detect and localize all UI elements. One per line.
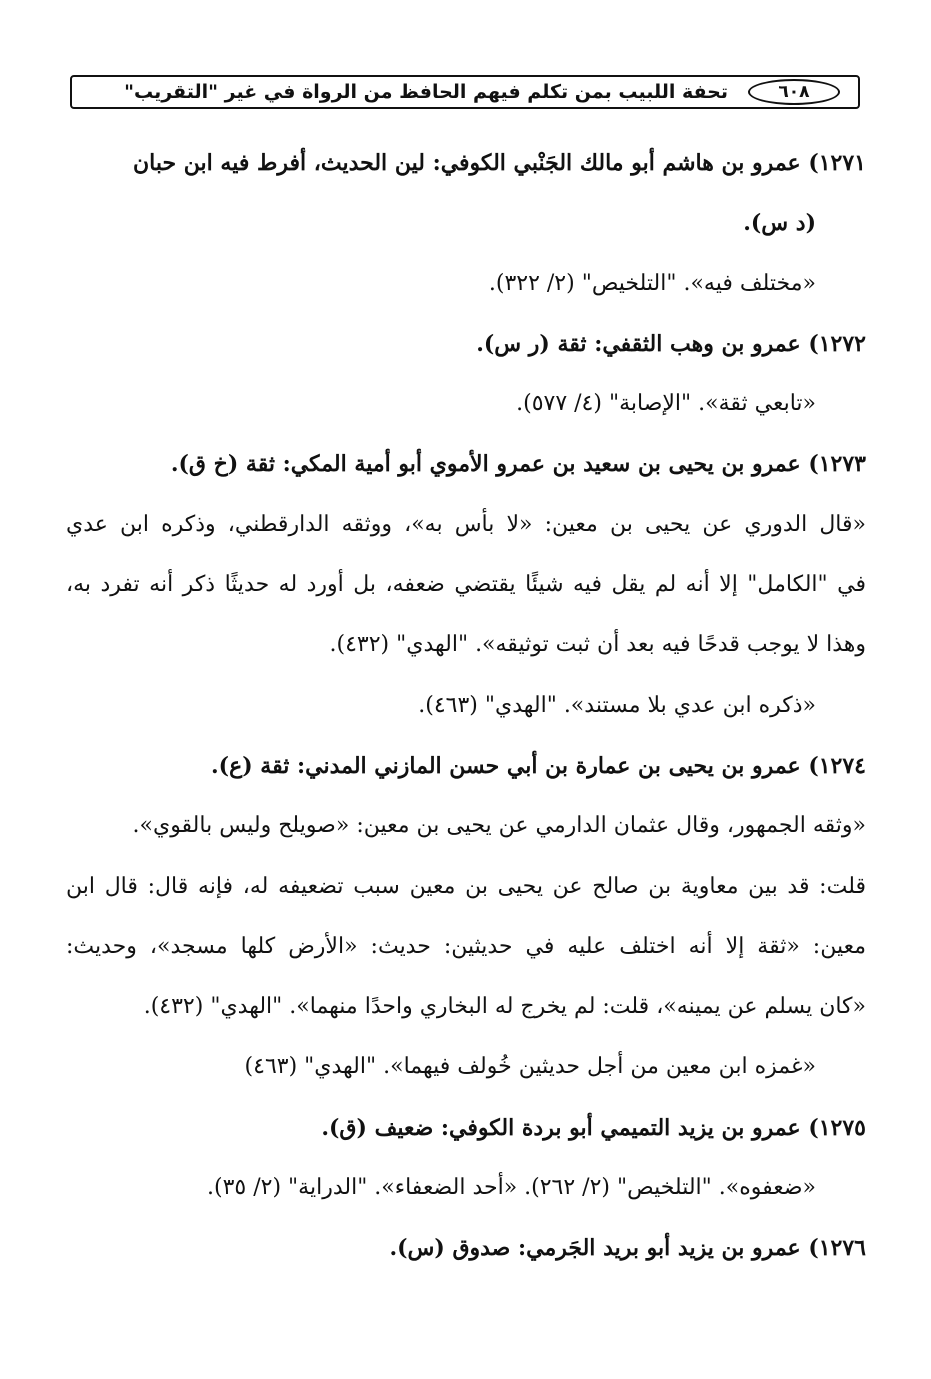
entry-1271-note: «مختلف فيه». "التلخيص" (٢/ ٣٢٢). [488,270,816,296]
entry-1276: ١٢٧٦) عمرو بن يزيد أبو بريد الجَرمي: صدوق (س). [389,1235,866,1262]
entry-1274-note-line-3: معين: «ثقة إلا أنه اختلف عليه في حديثين: حديث: «الأرض كلها مسجد»، وحديث: [66,933,866,959]
entry-1275: ١٢٧٥) عمرو بن يزيد التميمي أبو بردة الكوفي: ضعيف (ق). [321,1114,866,1141]
entry-1273-note-line-3: وهذا لا يوجب قدحًا فيه بعد أن ثبت توثيقه». "الهدي" (٤٣٢). [329,632,866,658]
entry-1273-note-2: «ذكره ابن عدي بلا مستند». "الهدي" (٤٦٣). [418,692,816,718]
page-number: ٦٠٨ [748,79,840,105]
entry-1272-note: «تابعي ثقة». "الإصابة" (٤/ ٥٧٧). [516,391,816,417]
entry-1273-note-line-2: في "الكامل" إلا أنه لم يقل فيه شيئًا يقتضي ضعفه، بل أورد له حديثًا ذكر أنه تفرد به، [66,572,866,598]
entry-1271-line-1: ١٢٧١) عمرو بن هاشم أبو مالك الجَنْبي الكوفي: لين الحديث، أفرط فيه ابن حبان [133,150,866,176]
entry-1271-line-2: (د س). [743,210,816,237]
running-header [70,75,860,109]
entry-1274-note-line-2: قلت: قد بين معاوية بن صالح عن يحيى بن معين سبب تضعيفه له، فإنه قال: قال ابن [66,873,866,899]
entry-1273-note-line-1: «قال الدوري عن يحيى بن معين: «لا بأس به»، ووثقه الدارقطني، وذكره ابن عدي [66,511,866,537]
entry-1274-note-line-4: «كان يسلم عن يمينه»، قلت: لم يخرج له البخاري واحدًا منهما». "الهدي" (٤٣٢). [143,994,866,1020]
entry-1274-note-line-1: «وثقه الجمهور، وقال عثمان الدارمي عن يحيى بن معين: «صويلح وليس بالقوي». [132,813,866,839]
header-title: تحفة اللبيب بمن تكلم فيهم الحافظ من الرواة في غير "التقريب" [124,81,728,103]
entry-1272: ١٢٧٢) عمرو بن وهب الثقفي: ثقة (ر س). [476,330,866,357]
entry-1274-note-2: «غمزه ابن معين من أجل حديثين خُولف فيهما». "الهدي" (٤٦٣) [244,1054,816,1080]
entry-1275-note: «ضعفوه». "التلخيص" (٢/ ٢٦٢). «أحد الضعفاء». "الدراية" (٢/ ٣٥). [207,1175,816,1201]
body-text [66,138,866,1284]
entry-1273: ١٢٧٣) عمرو بن يحيى بن سعيد بن عمرو الأموي أبو أمية المكي: ثقة (خ ق). [170,451,866,478]
entry-1274: ١٢٧٤) عمرو بن يحيى بن عمارة بن أبي حسن المازني المدني: ثقة (ع). [211,752,866,779]
